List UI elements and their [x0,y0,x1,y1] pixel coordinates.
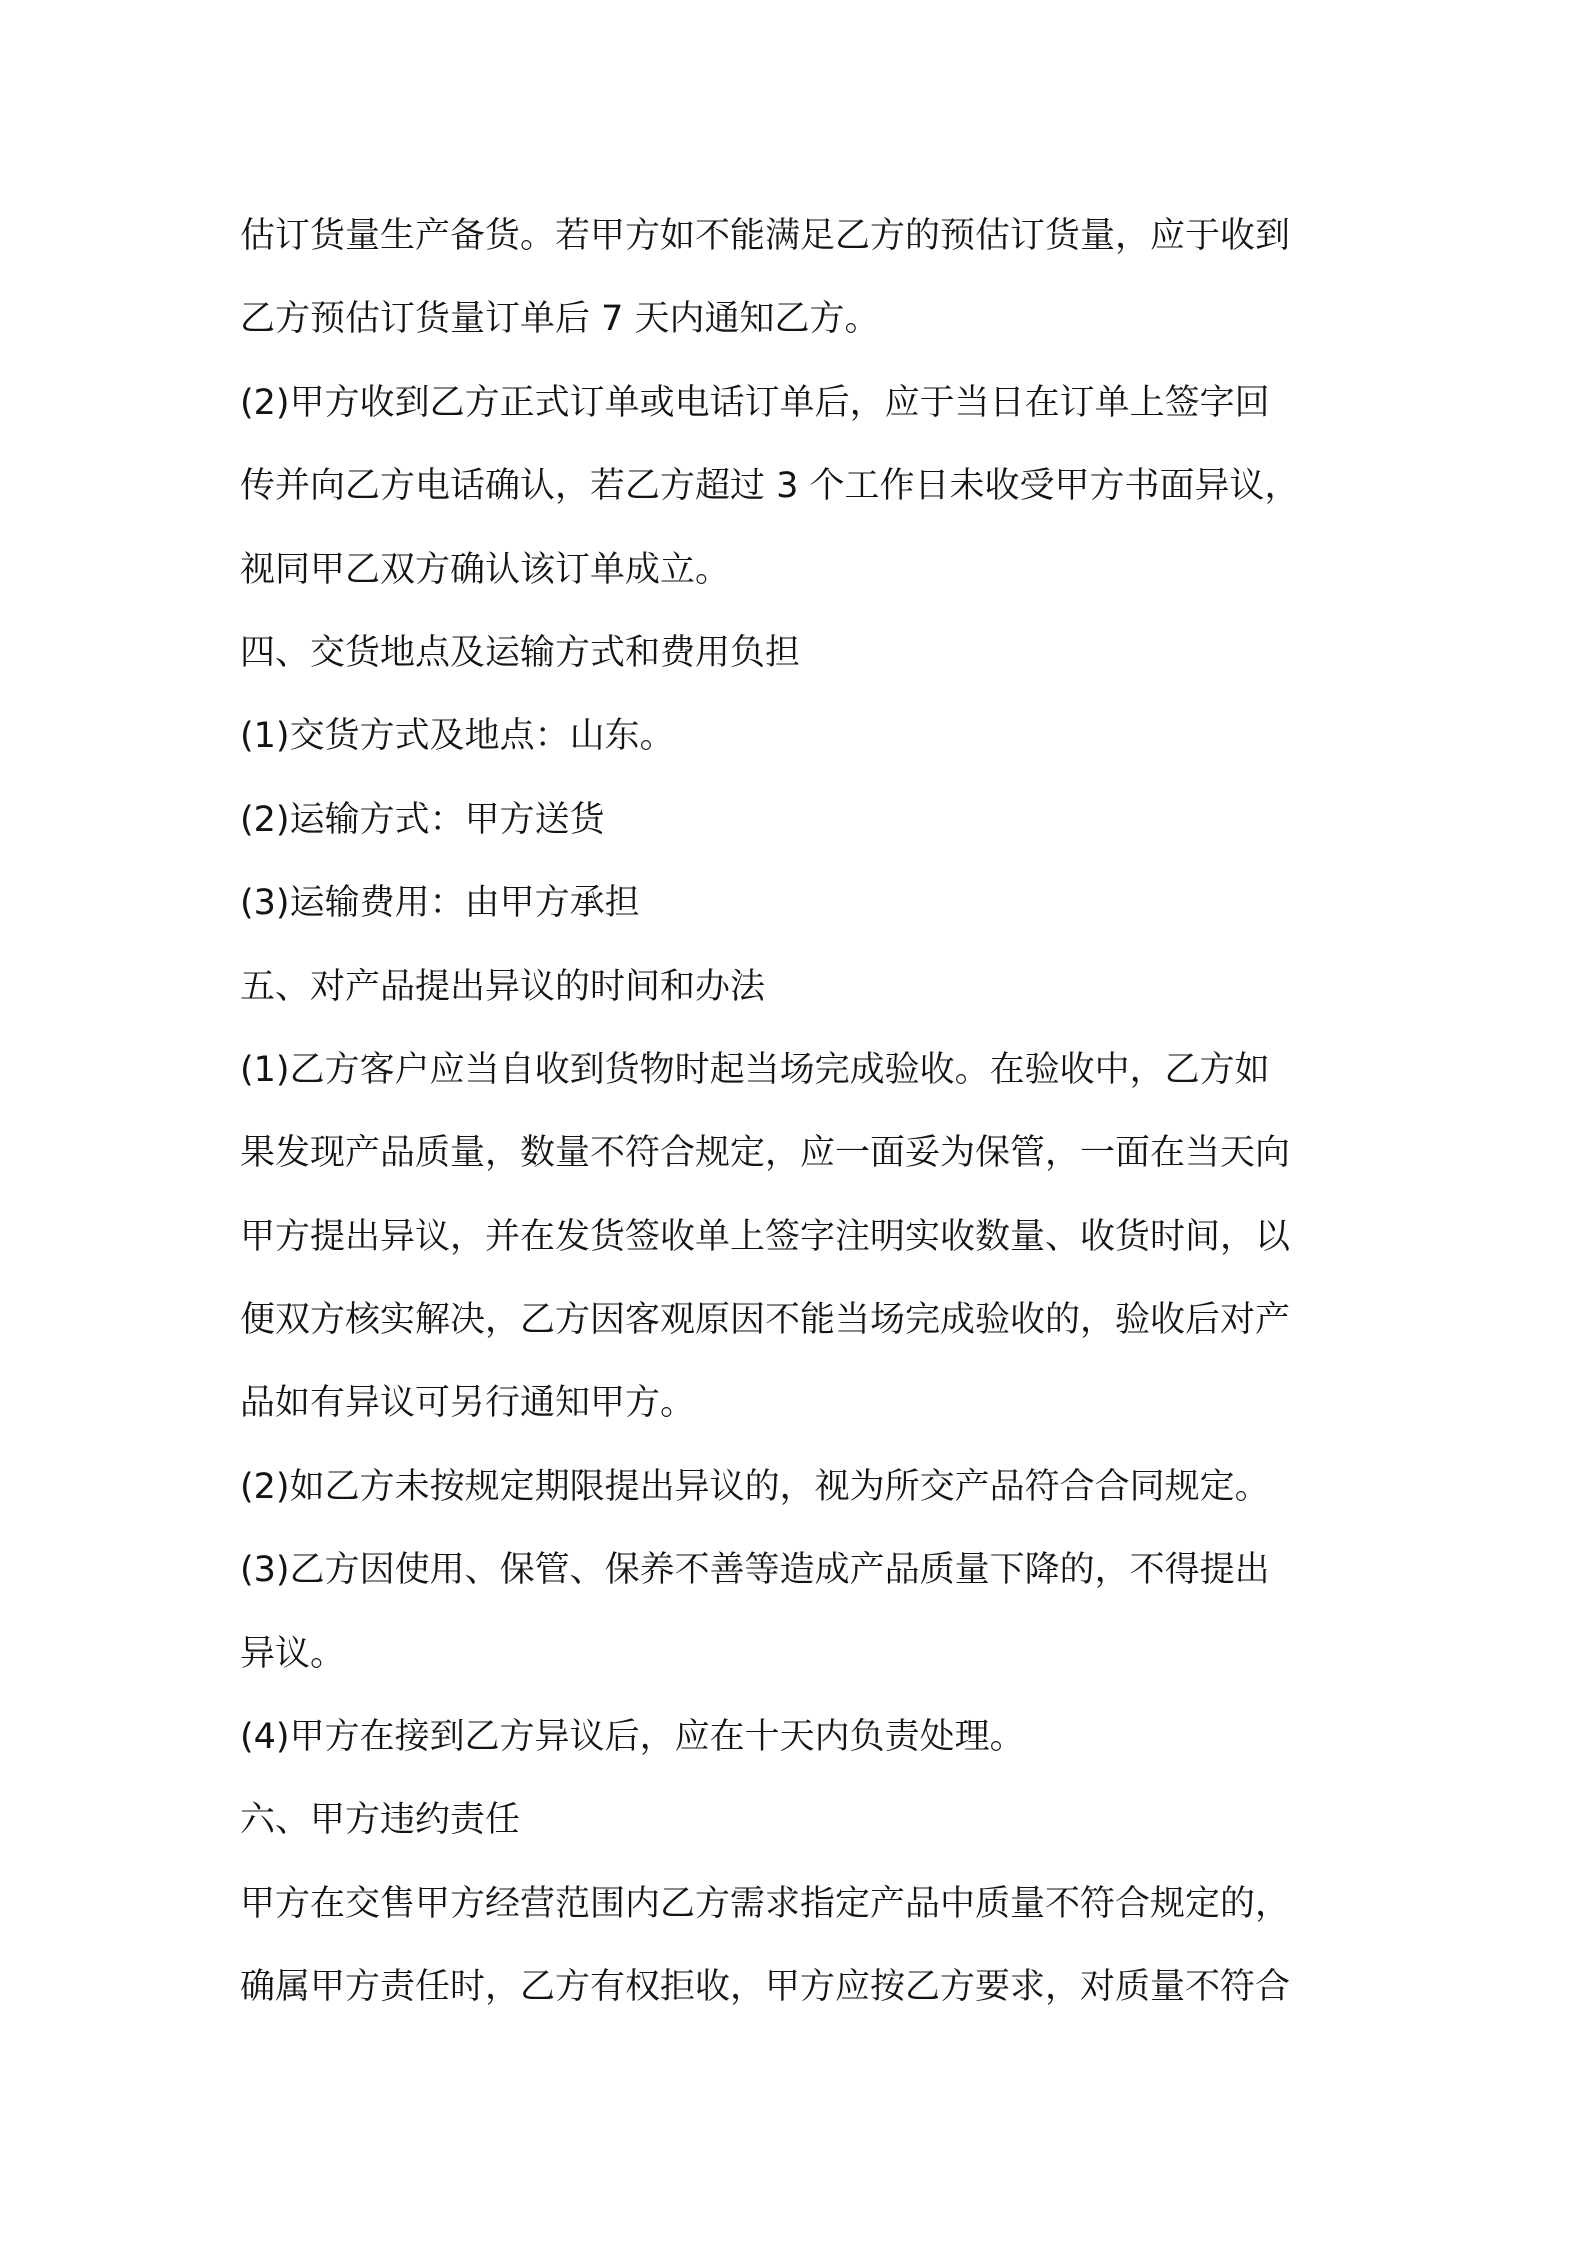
text-line-15: 品如有异议可另行通知甲方。 [240,1383,696,1424]
text-line-14: 便双方核实解决，乙方因客观原因不能当场完成验收的，验收后对产 [240,1300,1291,1341]
text-line-4: 传并向乙方电话确认，若乙方超过 3 个工作日未收受甲方书面异议， [240,466,1300,507]
document-body [240,195,1362,2030]
text-line-8: (2)运输方式：甲方送货 [240,799,605,840]
text-line-13: 甲方提出异议，并在发货签收单上签字注明实收数量、收货时间，以 [240,1216,1291,1257]
text-line-16: (2)如乙方未按规定期限提出异议的，视为所交产品符合合同规定。 [240,1466,1270,1507]
text-line-9: (3)运输费用：由甲方承担 [240,883,640,924]
text-line-12: 果发现产品质量，数量不符合规定，应一面妥为保管，一面在当天向 [240,1133,1291,1174]
text-line-17: (3)乙方因使用、保管、保养不善等造成产品质量下降的，不得提出 [240,1550,1270,1591]
text-line-18: 异议。 [240,1633,346,1674]
text-line-2: 乙方预估订货量订单后 7 天内通知乙方。 [240,299,880,340]
text-line-22: 确属甲方责任时，乙方有权拒收，甲方应按乙方要求，对质量不符合 [240,1967,1291,2008]
text-line-7: (1)交货方式及地点：山东。 [240,716,675,757]
text-line-1: 估订货量生产备货。若甲方如不能满足乙方的预估订货量，应于收到 [240,216,1291,256]
text-line-11: (1)乙方客户应当自收到货物时起当场完成验收。在验收中，乙方如 [240,1049,1270,1090]
section-heading-4: 四、交货地点及运输方式和费用负担 [240,632,801,673]
text-line-3: (2)甲方收到乙方正式订单或电话订单后，应于当日在订单上签字回 [240,382,1270,423]
text-line-5: 视同甲乙双方确认该订单成立。 [240,549,731,590]
text-line-19: (4)甲方在接到乙方异议后，应在十天内负责处理。 [240,1717,1025,1758]
section-heading-6: 六、甲方违约责任 [240,1800,521,1841]
section-heading-5: 五、对产品提出异议的时间和办法 [240,966,766,1007]
text-line-21: 甲方在交售甲方经营范围内乙方需求指定产品中质量不符合规定的， [240,1883,1291,1924]
